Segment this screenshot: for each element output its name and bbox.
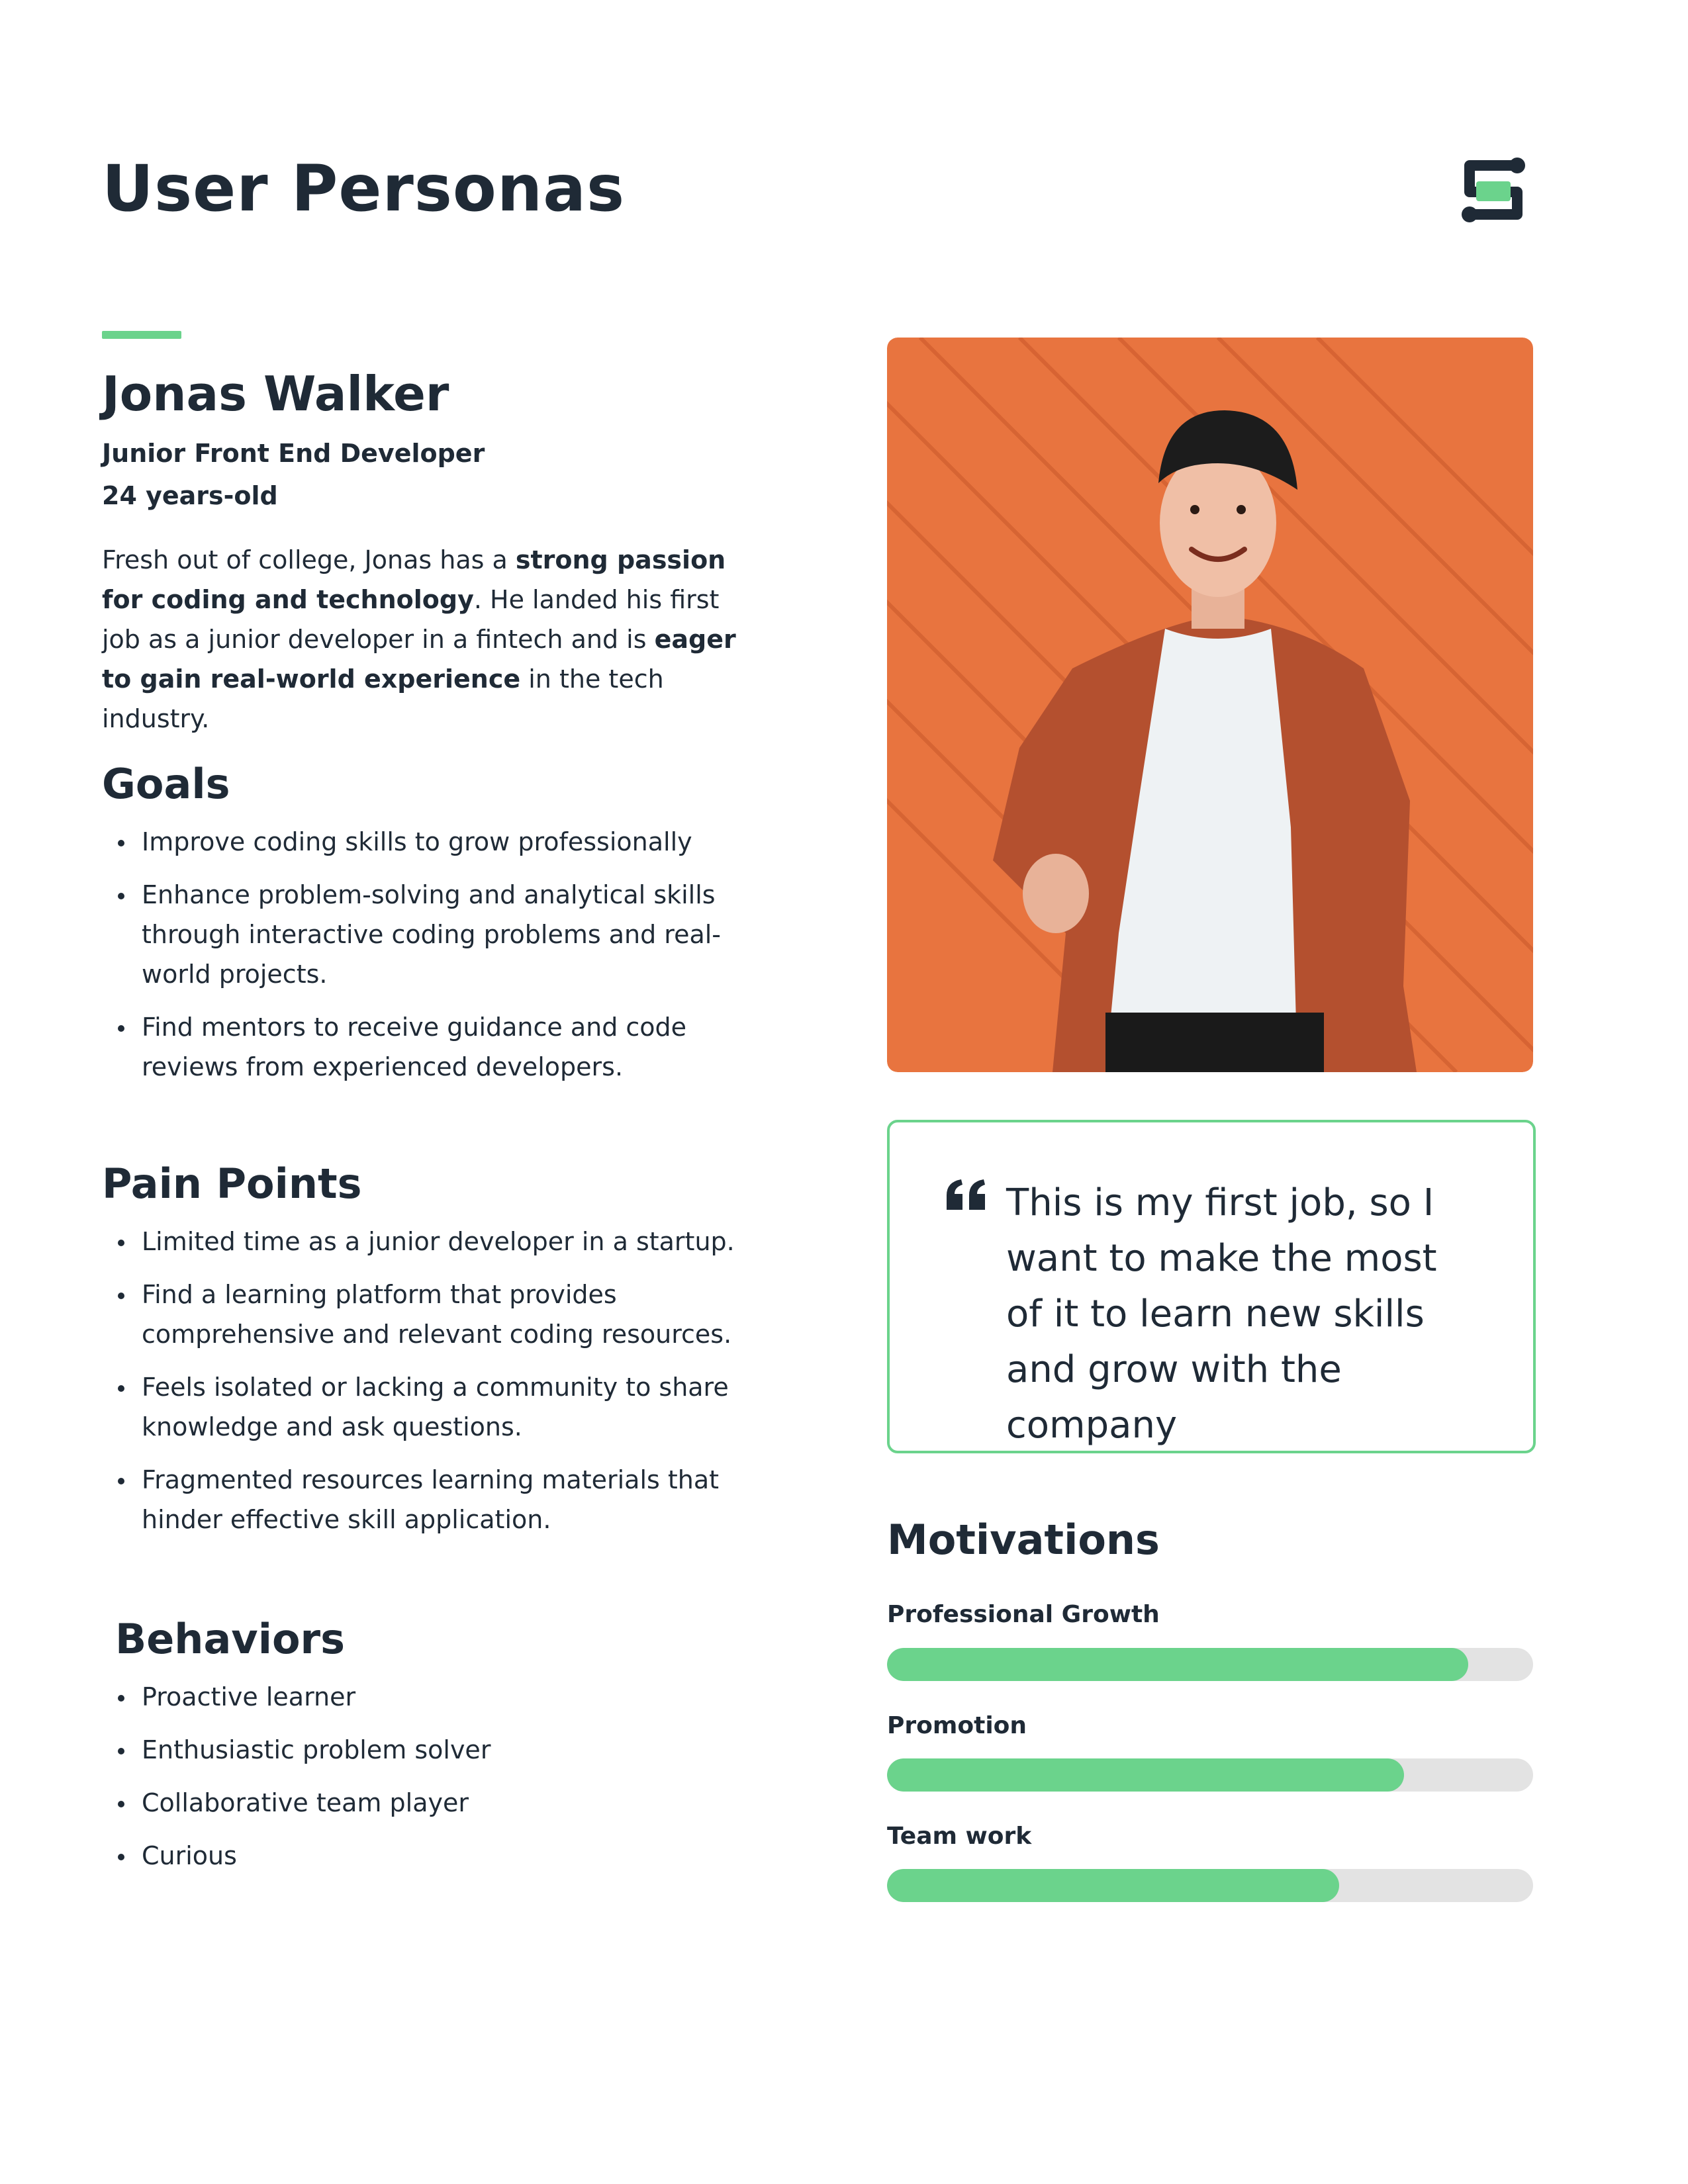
persona-quote	[887, 1120, 1536, 1453]
motivation-progress	[887, 1758, 1404, 1792]
list-item	[102, 822, 737, 862]
bullet-icon	[118, 1025, 124, 1032]
motivation-track	[887, 1648, 1533, 1681]
list-item-text: Fragmented resources learning materials that hinder effective skill application.	[142, 1465, 720, 1535]
motivations-section	[887, 1516, 1533, 1902]
bullet-icon	[118, 1385, 124, 1392]
list-item	[102, 1783, 737, 1823]
bullet-icon	[118, 1748, 124, 1754]
motivation-progress	[887, 1869, 1339, 1902]
persona-summary	[102, 331, 737, 764]
list-item-text: Feels isolated or lacking a community to share knowledge and ask questions.	[142, 1373, 729, 1442]
persona-role: Junior Front End Developer	[102, 439, 485, 469]
pain-points-section	[102, 1160, 737, 1553]
list-item-text: Proactive learner	[142, 1682, 356, 1712]
bullet-icon	[118, 1293, 124, 1299]
motivation-track	[887, 1758, 1533, 1792]
list-item-text: Find mentors to receive guidance and code reviews from experienced developers.	[142, 1013, 687, 1082]
motivation-label: Professional Growth	[887, 1601, 1160, 1629]
bullet-icon	[118, 1240, 124, 1246]
quote-icon	[945, 1178, 988, 1211]
bio-text: Fresh out of college, Jonas has a	[102, 545, 516, 575]
bullet-icon	[118, 1801, 124, 1807]
bullet-icon	[118, 1695, 124, 1702]
motivation-label: Team work	[887, 1822, 1032, 1850]
list-item-text: Limited time as a junior developer in a startup.	[142, 1227, 735, 1257]
bullet-icon	[118, 1478, 124, 1484]
motivations-heading: Motivations	[887, 1516, 1160, 1564]
list-item-text: Curious	[142, 1841, 237, 1871]
bio-emphasis: strong passion for coding and technology	[102, 545, 726, 615]
motivation-progress	[887, 1648, 1468, 1681]
persona-bio	[102, 540, 737, 739]
brand-logo-icon	[1456, 154, 1530, 228]
pain-points-heading: Pain Points	[102, 1160, 362, 1208]
motivation-track	[887, 1869, 1533, 1902]
list-item-text: Collaborative team player	[142, 1788, 469, 1818]
bullet-icon	[118, 1854, 124, 1860]
list-item	[102, 875, 737, 994]
bio-text: in the tech industry.	[102, 664, 664, 734]
motivation-item	[887, 1711, 1533, 1792]
persona-photo	[887, 338, 1533, 1072]
pain-points-list	[102, 1222, 737, 1539]
persona-age: 24 years-old	[102, 480, 278, 510]
list-item-text: Improve coding skills to grow professionally	[142, 827, 692, 857]
quote-text: This is my first job, so I want to make the most of it to learn new skills and grow with the company	[1006, 1181, 1437, 1447]
bio-text: . He landed his first job as a junior developer in a fintech and is	[102, 585, 720, 655]
list-item	[102, 1367, 737, 1447]
list-item	[102, 1677, 737, 1717]
list-item-text: Find a learning platform that provides comprehensive and relevant coding resources.	[142, 1280, 732, 1349]
bio-emphasis: eager to gain real-world experience	[102, 625, 736, 694]
list-item	[102, 1730, 737, 1770]
list-item	[102, 1275, 737, 1354]
list-item	[102, 1836, 737, 1876]
behaviors-list	[102, 1677, 737, 1876]
page-title: User Personas	[102, 152, 626, 226]
motivation-item	[887, 1600, 1533, 1680]
motivation-label: Promotion	[887, 1711, 1027, 1739]
list-item	[102, 1222, 737, 1261]
goals-list	[102, 822, 737, 1087]
motivation-item	[887, 1822, 1533, 1902]
goals-heading: Goals	[102, 760, 230, 808]
goals-section	[102, 760, 737, 1100]
behaviors-heading: Behaviors	[115, 1615, 346, 1663]
persona-name: Jonas Walker	[102, 366, 449, 422]
list-item	[102, 1460, 737, 1539]
list-item-text: Enthusiastic problem solver	[142, 1735, 491, 1765]
behaviors-section	[115, 1615, 737, 1889]
bullet-icon	[118, 840, 124, 846]
bullet-icon	[118, 893, 124, 899]
list-item	[102, 1007, 737, 1087]
list-item-text: Enhance problem-solving and analytical skills through interactive coding problems and real-world projects.	[142, 880, 722, 989]
accent-bar	[102, 331, 181, 339]
